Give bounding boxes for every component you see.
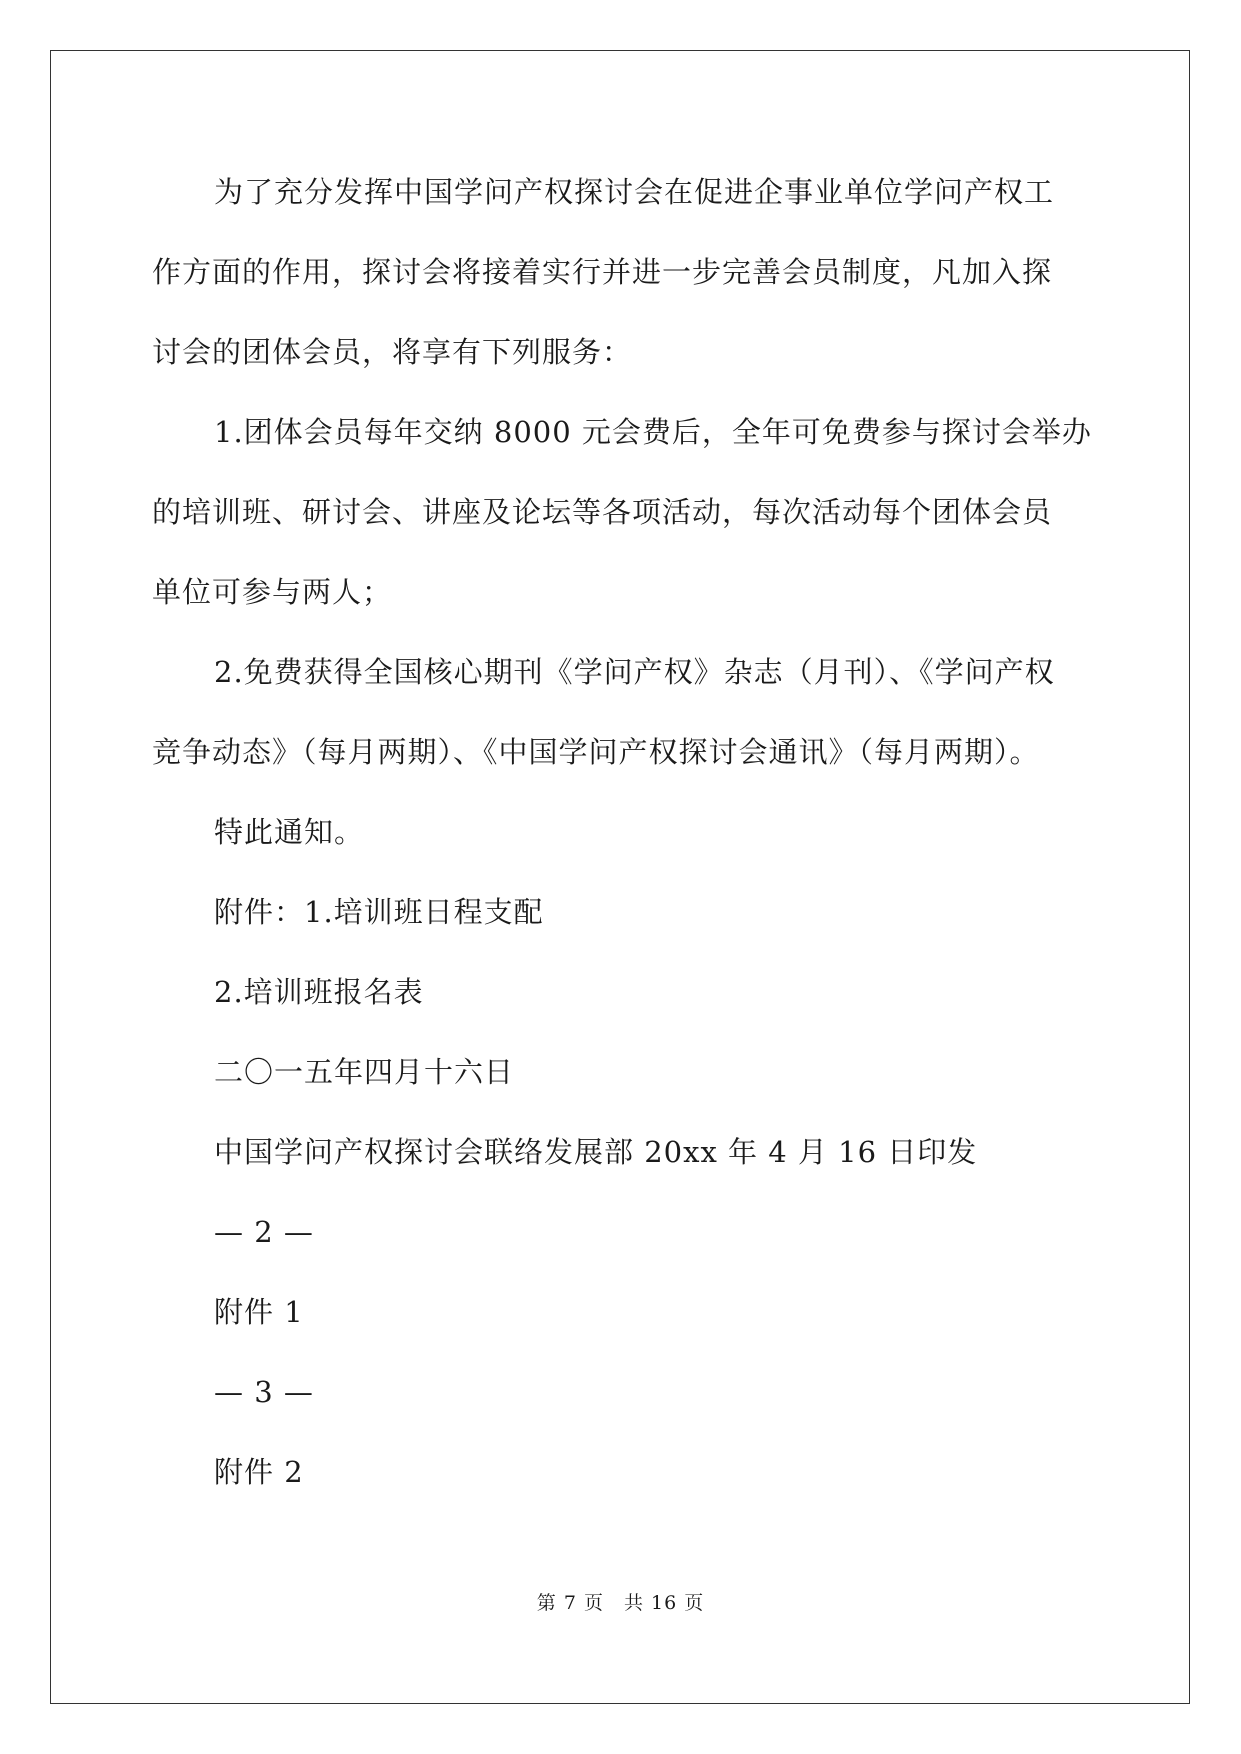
- paragraph-line: 作方面的作用，探讨会将接着实行并进一步完善会员制度，凡加入探: [152, 255, 1053, 289]
- paragraph-line: 为了充分发挥中国学问产权探讨会在促进企事业单位学问产权工: [214, 175, 1055, 209]
- notice-text: 特此通知。: [214, 815, 365, 849]
- list-item-line: 竞争动态》（每月两期）、《中国学问产权探讨会通讯》（每月两期）。: [152, 735, 1040, 769]
- list-item-line: 2.免费获得全国核心期刊《学问产权》杂志（月刊）、《学问产权: [214, 655, 1055, 689]
- date-text: 二〇一五年四月十六日: [214, 1055, 515, 1089]
- issuer-line: 中国学问产权探讨会联络发展部 20xx 年 4 月 16 日印发: [214, 1135, 978, 1169]
- list-item-line: 单位可参与两人；: [152, 575, 393, 609]
- page-marker: — 2 —: [214, 1215, 314, 1249]
- annex-heading: 附件 1: [214, 1295, 304, 1329]
- list-item-line: 1.团体会员每年交纳 8000 元会费后，全年可免费参与探讨会举办: [214, 415, 1092, 449]
- paragraph-line: 讨会的团体会员，将享有下列服务：: [152, 335, 633, 369]
- attachment-list: 附件：1.培训班日程支配: [214, 895, 544, 929]
- attachment-item: 2.培训班报名表: [214, 975, 424, 1009]
- page-number-footer: 第 7 页 共 16 页: [536, 1592, 705, 1614]
- list-item-line: 的培训班、研讨会、讲座及论坛等各项活动，每次活动每个团体会员: [152, 495, 1053, 529]
- page-marker: — 3 —: [214, 1375, 314, 1409]
- annex-heading: 附件 2: [214, 1455, 304, 1489]
